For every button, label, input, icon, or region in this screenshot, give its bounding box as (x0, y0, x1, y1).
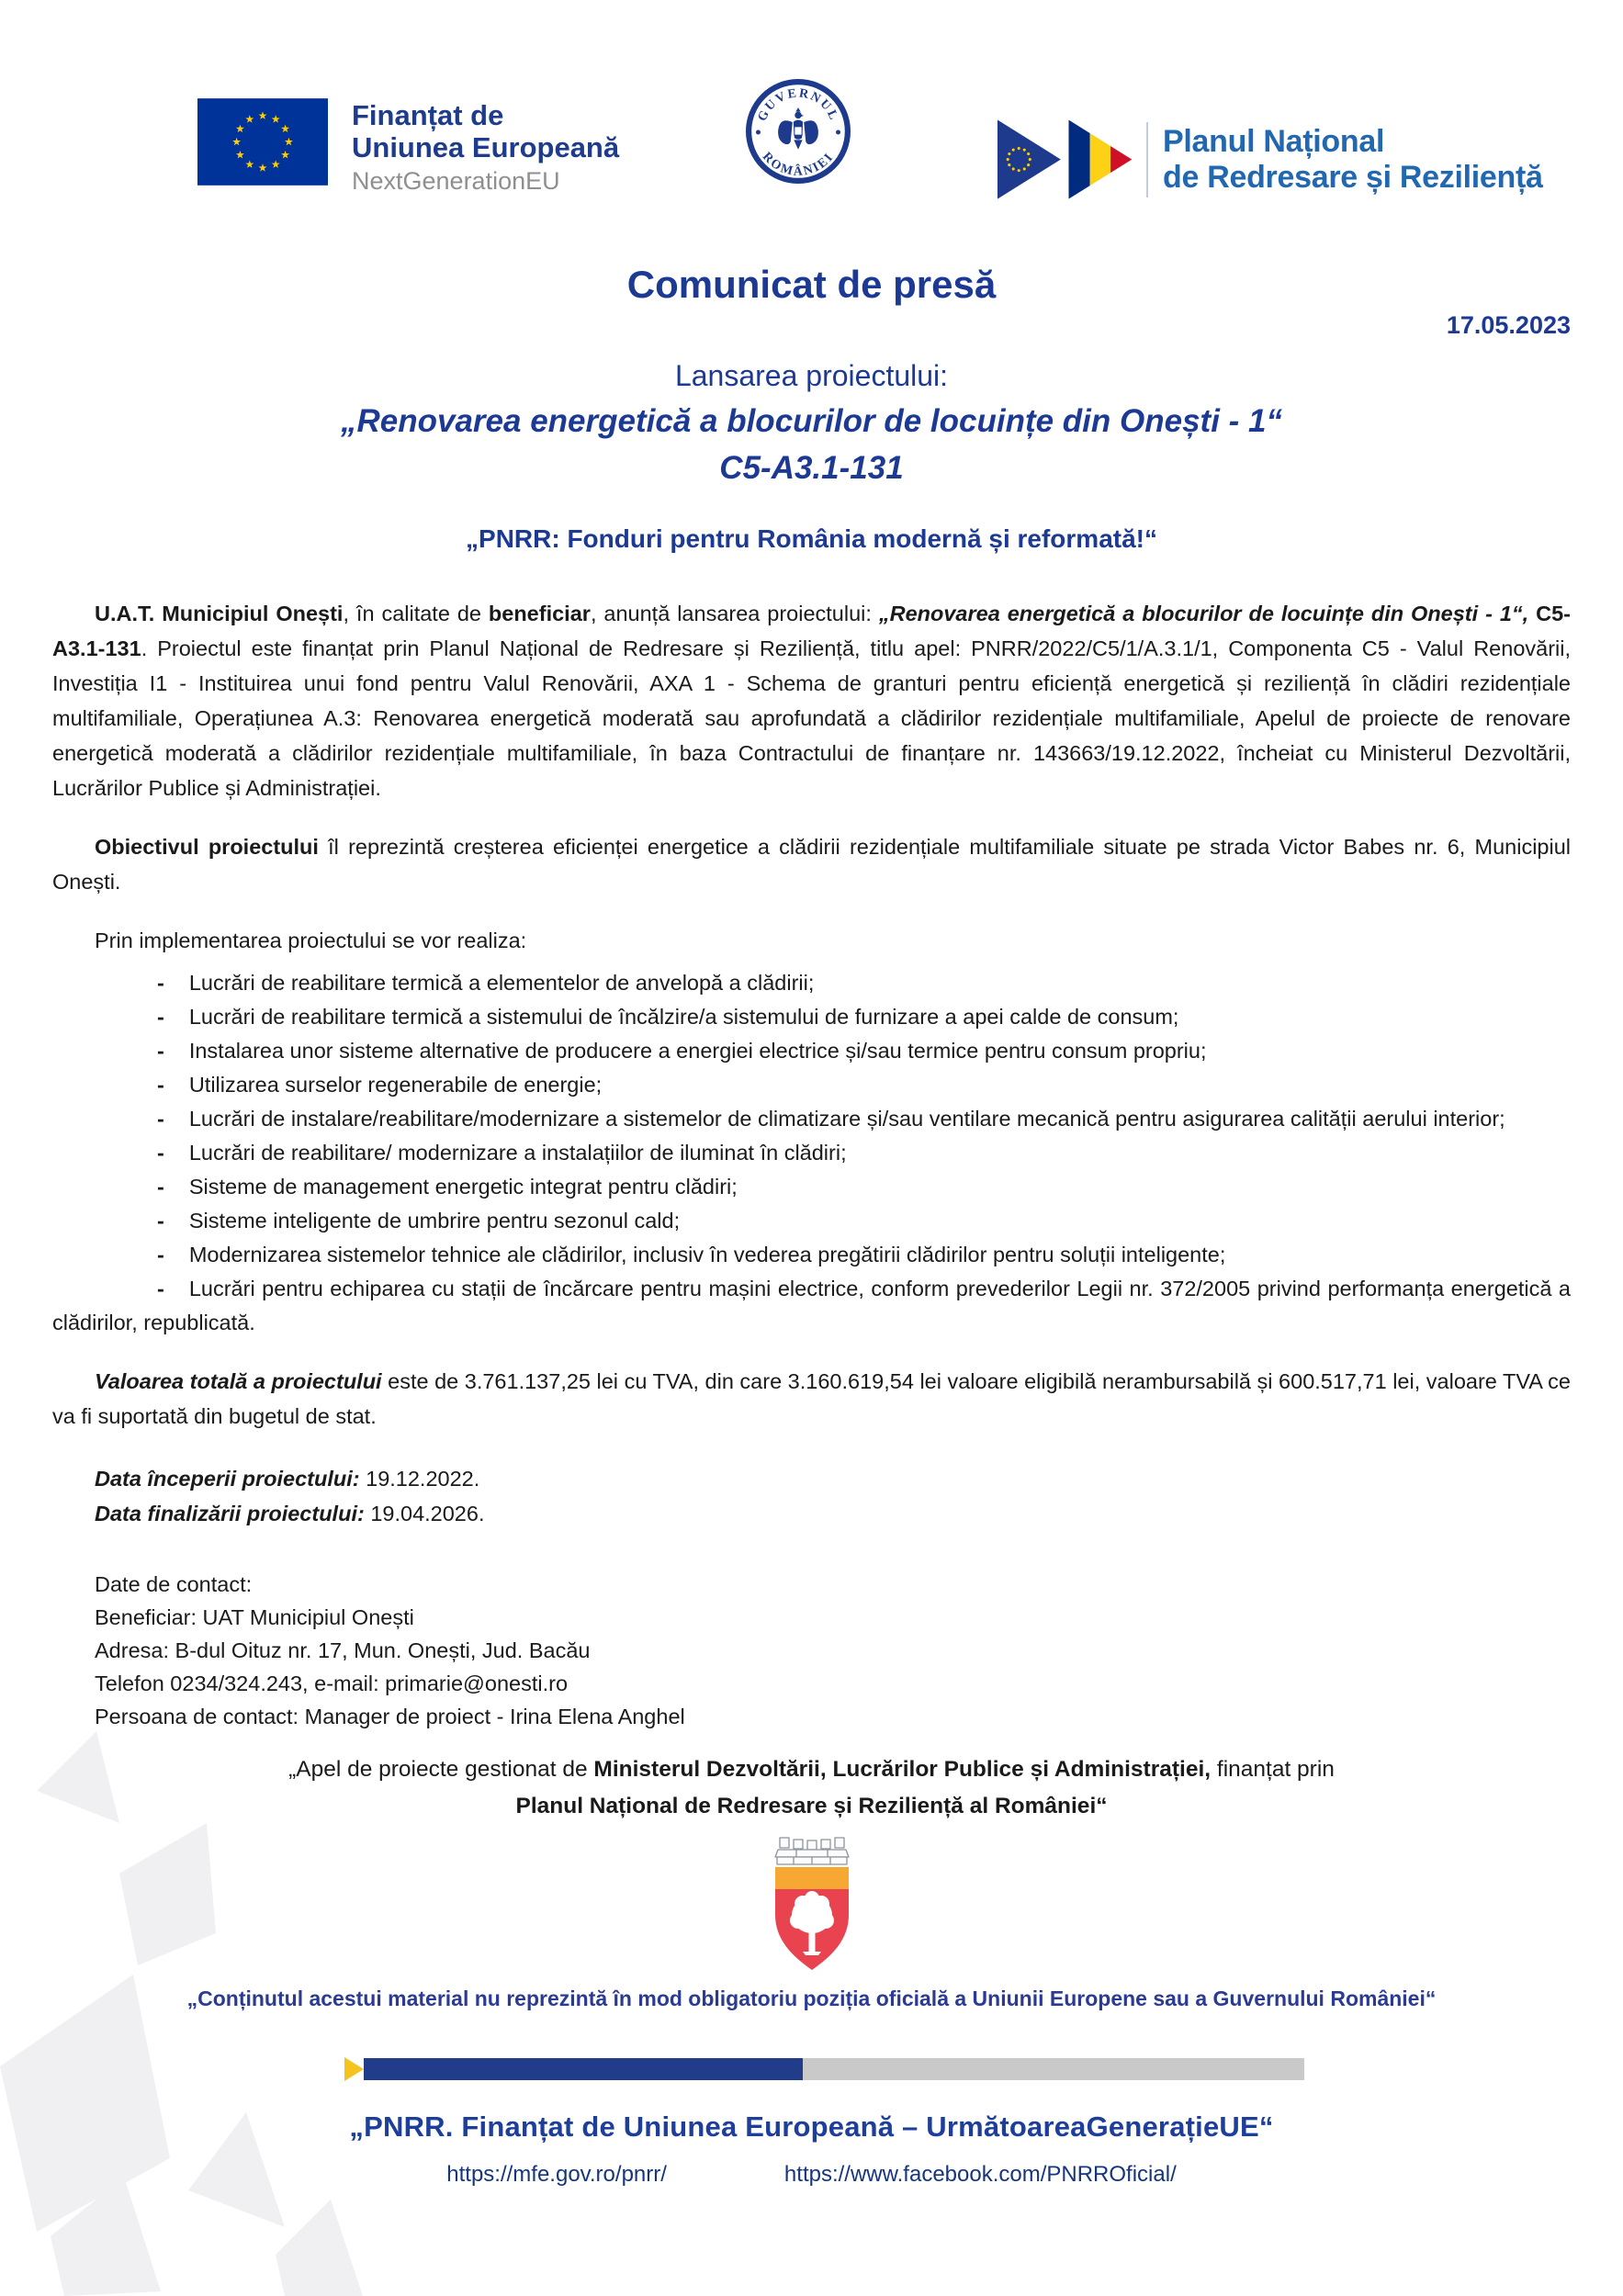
contact-line-phone-email: Telefon 0234/324.243, e-mail: primarie@onesti.ro (95, 1671, 569, 1695)
list-item: - Sisteme de management energetic integrat pentru clădiri; (157, 1174, 738, 1199)
eu-nextgeneration-text: NextGenerationEU (352, 167, 560, 196)
bullet-dash: - (157, 1004, 164, 1029)
bullet-dash: - (157, 1276, 164, 1300)
bar-gray-segment (803, 2058, 1304, 2080)
eu-flag-icon (197, 97, 328, 186)
contact-line-person: Persoana de contact: Manager de proiect - Irina Elena Anghel (95, 1704, 685, 1728)
project-title: „Renovarea energetică a blocurilor de locuințe din Onești - 1“ (341, 403, 1282, 440)
footer-links (52, 2162, 1571, 2188)
svg-text:ROMÂNIEI: ROMÂNIEI (759, 150, 838, 179)
list-item: - Modernizarea sistemelor tehnice ale clădirilor, inclusiv în vederea pregătirii clădirilor pentru soluții inteligente; (157, 1242, 1226, 1266)
list-item: - Lucrări de reabilitare termică a sistemului de încălzire/a sistemului de furnizare a apei calde de consum; (157, 1004, 1179, 1029)
bullet-dash: - (157, 1106, 164, 1131)
paragraph-total-value: Valoarea totală a proiectului este de 3.761.137,25 lei cu TVA, din care 3.160.619,54 lei valoare eligibilă nerambursabilă și 600.517,71 lei, valoare TVA ce va fi suportată din bugetul de stat. (52, 1368, 1571, 1428)
contact-line-address: Adresa: B-dul Oituz nr. 17, Mun. Onești, Jud. Bacău (95, 1638, 591, 1662)
list-item: - Sisteme inteligente de umbrire pentru sezonul cald; (157, 1208, 681, 1232)
onesti-coat-of-arms-icon (765, 1836, 859, 1974)
bullet-dash: - (157, 1038, 164, 1063)
works-list (52, 966, 1571, 1340)
bullet-dash: - (157, 1072, 164, 1097)
footer-link-mfe[interactable]: https://mfe.gov.ro/pnrr/ (446, 2161, 667, 2187)
paragraph-lead-in: Prin implementarea proiectului se vor realiza: (95, 928, 527, 952)
footer-link-facebook[interactable]: https://www.facebook.com/PNRROficial/ (783, 2161, 1177, 2187)
pnrr-text-line1: Planul Național (1163, 123, 1385, 159)
list-item: - Lucrări de reabilitare/ modernizare a instalațiilor de iluminat în clădiri; (157, 1140, 847, 1165)
bullet-dash: - (157, 1174, 164, 1199)
launch-line: Lansarea proiectului: (674, 359, 949, 392)
bullet-dash: - (157, 1140, 164, 1165)
list-item: - Lucrări de instalare/reabilitare/modernizare a sistemelor de climatizare și/sau ventilare mecanică pentru asigurarea calității aerului interior; (157, 1106, 1505, 1131)
project-end-date: Data finalizării proiectului: 19.04.2026. (95, 1501, 485, 1525)
eu-funded-line1: Finanțat de (352, 99, 504, 131)
paragraph-objective: Obiectivul proiectului îl reprezintă creșterea eficienței energetice a clădirii rezidențiale multifamiliale situate pe strada Victor Babes nr. 6, Municipiul Onești. (52, 834, 1571, 894)
header-logos (52, 0, 1571, 197)
eu-funded-by-text (352, 97, 619, 196)
motto: „PNRR: Fonduri pentru România modernă și reformată!“ (466, 523, 1157, 553)
pnrr-text-line2: de Redresare și Reziliență (1163, 160, 1543, 195)
pnrr-flags-icon (997, 116, 1133, 204)
bullet-dash: - (157, 1242, 164, 1266)
disclaimer: „Conținutul acestui material nu reprezintă în mod obligatoriu poziția oficială a Uniunii Europene sau a Guvernului României“ (186, 1986, 1437, 2010)
list-item: - Utilizarea surselor regenerabile de energie; (157, 1072, 603, 1097)
bullet-dash: - (157, 970, 164, 995)
project-start-date: Data începerii proiectului: 19.12.2022. (95, 1466, 480, 1491)
press-date: 17.05.2023 (1446, 311, 1571, 339)
contact-block (95, 1568, 1571, 1733)
paragraph-intro: U.A.T. Municipiul Onești, în calitate de beneficiar, anunță lansarea proiectului: „Renovarea energetică a blocurilor de locuințe din Onești - 1“, C5-A3.1-131. Proiectul este finanțat prin Planul Național de Redresare și Reziliență, titlu apel: PNRR/2022/C5/1/A.3.1/1, Componenta C5 - Valul Renovării, Investiția I1 - Instituirea unui fond pentru Valul Renovării, AXA 1 - Schema de granturi pentru eficiență energetică și reziliență în clădiri rezidențiale multifamiliale, Operațiunea A.3: Renovarea energetică moderată sau aprofundată a clădirilor rezidențiale multifamiliale, Apelul de proiecte de renovare energetică moderată a clădirilor rezidențiale multifamiliale, în baza Contractului de finanțare nr. 143663/19.12.2022, încheiat cu Ministerul Dezvoltării, Lucrărilor Publice și Administrației. (52, 601, 1572, 800)
contact-line-beneficiary: Beneficiar: UAT Municipiul Onești (95, 1604, 414, 1629)
svg-text:GUVERNUL: GUVERNUL (755, 86, 841, 124)
page-title: Comunicat de presă (626, 263, 997, 306)
eu-logo (197, 97, 619, 196)
list-item: - Lucrări pentru echiparea cu stații de încărcare pentru mașini electrice, conform prevederilor Legii nr. 372/2005 privind performanța energetică a clădirilor, republicată. (52, 1276, 1571, 1334)
list-item: - Lucrări de reabilitare termică a elementelor de anvelopă a clădirii; (157, 970, 815, 995)
government-seal-icon (746, 79, 851, 184)
list-item: - Instalarea unor sisteme alternative de producere a energiei electrice și/sau termice pentru consum propriu; (157, 1038, 1207, 1063)
footer-slogan: „PNRR. Finanțat de Uniunea Europeană – UrmătoareaGenerațieUE“ (349, 2110, 1274, 2143)
paragraph-apel: „Apel de proiecte gestionat de Ministerul Dezvoltării, Lucrărilor Publice și Administrației, finanțat prin Planul Național de Redresare și Reziliență al României“ (288, 1756, 1335, 1818)
flag-progress-bar (344, 2057, 1304, 2081)
pnrr-logo-text (1146, 122, 1543, 197)
pnrr-logo (997, 116, 1543, 204)
bar-arrow-icon (344, 2057, 364, 2081)
eu-funded-line2: Uniunea Europeană (352, 131, 620, 164)
project-code: C5-A3.1-131 (719, 450, 904, 487)
project-dates (52, 1461, 1571, 1531)
contact-heading: Date de contact: (95, 1571, 253, 1596)
bullet-dash: - (157, 1208, 164, 1232)
romanian-government-seal (746, 79, 851, 184)
bar-blue-segment (364, 2058, 803, 2080)
